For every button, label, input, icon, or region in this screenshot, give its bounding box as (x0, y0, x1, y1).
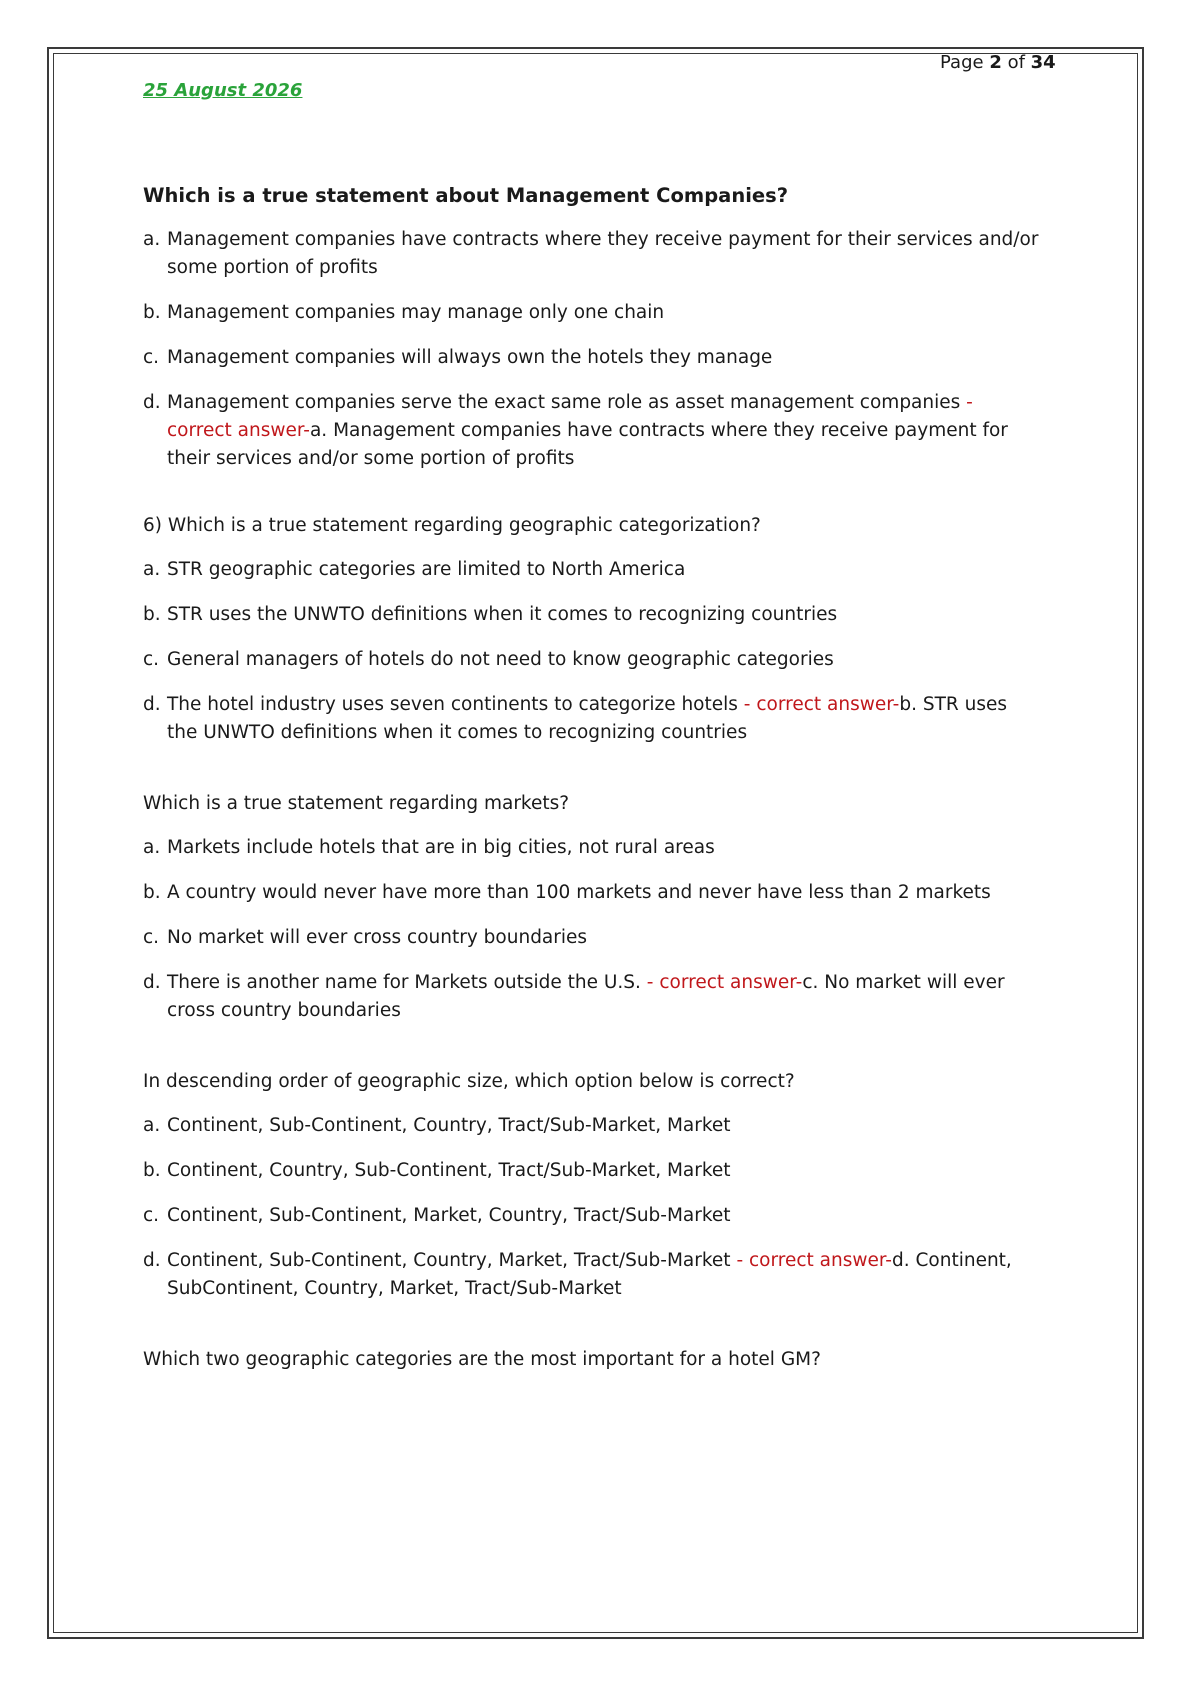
correct-answer-marker: - correct answer- (737, 694, 900, 715)
correct-answer-marker: - correct answer- (730, 1250, 892, 1271)
question-block (143, 1068, 1043, 1320)
answer-option: c. Management companies will always own the hotels they manage (143, 347, 773, 368)
answer-option: a. Management companies have contracts where they receive payment for their services and/or some portion of profits (143, 229, 1039, 278)
question-text: Which is a true statement about Management Companies? (143, 184, 789, 207)
answer-option: b. A country would never have more than 100 markets and never have less than 2 markets (143, 882, 991, 903)
answer-option: d. Continent, Sub-Continent, Country, Market, Tract/Sub-Market - correct answer-d. Continent, SubContinent, Country, Market, Tract/Sub-Market (143, 1250, 1012, 1299)
correct-answer-text: a. Management companies have contracts where they receive payment for their services and/or some portion of profits (167, 420, 1008, 469)
document-date: 25 August 2026 (143, 80, 303, 101)
answer-option: b. STR uses the UNWTO definitions when it comes to recognizing countries (143, 604, 838, 625)
question-block (143, 790, 1043, 1042)
correct-answer-marker: - correct answer- (167, 392, 973, 441)
correct-answer-marker: - correct answer- (640, 972, 803, 993)
correct-answer-text: b. STR uses the UNWTO definitions when it comes to recognizing countries (167, 694, 1007, 743)
answer-option: b. Continent, Country, Sub-Continent, Tract/Sub-Market, Market (143, 1160, 731, 1181)
page-number: Page 2 of 34 (940, 52, 1056, 73)
answer-option: d. Management companies serve the exact same role as asset management companies - correct answer-a. Management companies have contracts where they receive payment for their services and/or some portion of profits (143, 392, 1008, 469)
question-text: In descending order of geographic size, which option below is correct? (143, 1071, 795, 1092)
question-block (143, 182, 1043, 490)
answer-option: b. Management companies may manage only one chain (143, 302, 665, 323)
answer-option: c. General managers of hotels do not need to know geographic categories (143, 649, 834, 670)
answer-option: a. STR geographic categories are limited to North America (143, 559, 686, 580)
answer-option: c. Continent, Sub-Continent, Market, Country, Tract/Sub-Market (143, 1205, 731, 1226)
answer-option: d. The hotel industry uses seven continents to categorize hotels - correct answer-b. STR uses the UNWTO definitions when it comes to recognizing countries (143, 694, 1007, 743)
question-text: 6) Which is a true statement regarding geographic categorization? (143, 515, 761, 536)
answer-option: d. There is another name for Markets outside the U.S. - correct answer-c. No market will ever cross country boundaries (143, 972, 1005, 1021)
question-block (143, 1346, 1043, 1390)
answer-option: a. Continent, Sub-Continent, Country, Tract/Sub-Market, Market (143, 1115, 731, 1136)
question-text: Which two geographic categories are the most important for a hotel GM? (143, 1349, 821, 1370)
correct-answer-text: d. Continent, SubContinent, Country, Market, Tract/Sub-Market (167, 1250, 1012, 1299)
correct-answer-text: c. No market will ever cross country boundaries (167, 972, 1005, 1021)
question-text: Which is a true statement regarding markets? (143, 793, 570, 814)
question-block (143, 512, 1043, 764)
answer-option: a. Markets include hotels that are in big cities, not rural areas (143, 837, 715, 858)
answer-option: c. No market will ever cross country boundaries (143, 927, 588, 948)
